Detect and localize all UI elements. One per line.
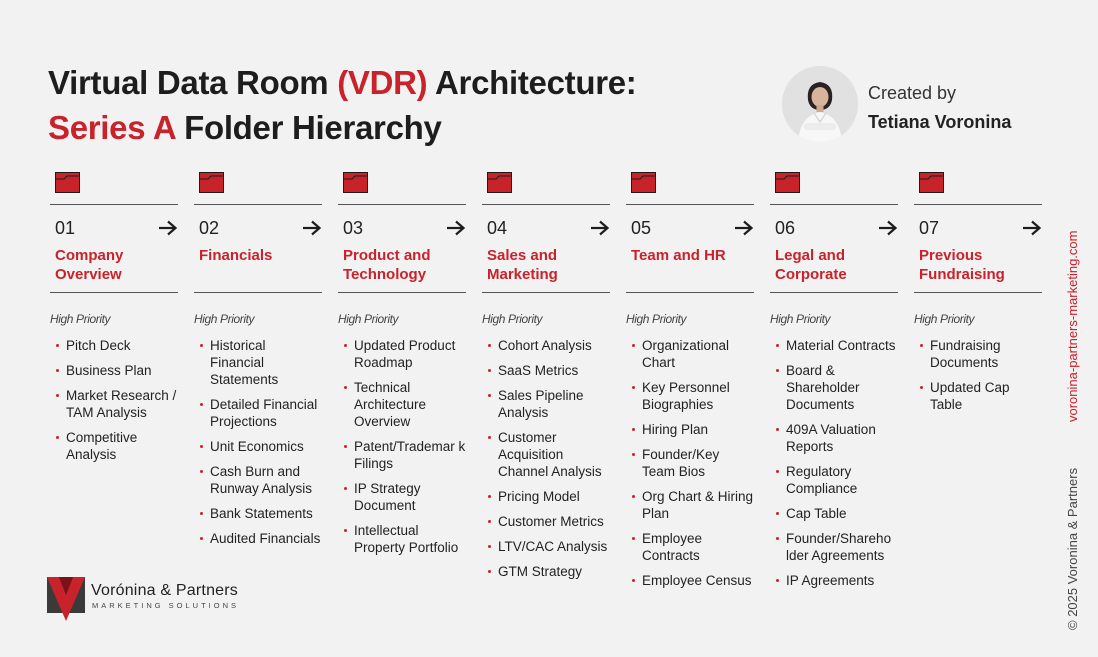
priority-label: High Priority [626, 312, 687, 326]
document-list [343, 337, 467, 564]
document-item: Audited Financials [199, 530, 323, 547]
logo-mark-icon [47, 577, 85, 621]
divider [338, 204, 466, 205]
arrow-right-icon [734, 220, 754, 236]
document-item: Fundraising Documents [919, 337, 1043, 371]
document-item: LTV/CAC Analysis [487, 538, 611, 555]
document-item: Cap Table [775, 505, 899, 522]
document-item: Bank Statements [199, 505, 323, 522]
document-item: Updated Cap Table [919, 379, 1043, 413]
folder-name: Sales and Marketing [487, 247, 558, 283]
document-item: Key Personnel Biographies [631, 379, 755, 413]
divider [914, 292, 1042, 293]
document-list [199, 337, 323, 555]
document-item: Regulatory Compliance [775, 463, 899, 497]
priority-label: High Priority [194, 312, 255, 326]
divider [770, 292, 898, 293]
document-item: Material Contracts [775, 337, 899, 354]
document-item: Pitch Deck [55, 337, 179, 354]
document-item: Organizational Chart [631, 337, 755, 371]
document-list [55, 337, 179, 471]
title-part: Architecture: [427, 64, 637, 101]
arrow-right-icon [1022, 220, 1042, 236]
folder-number: 05 [631, 218, 652, 238]
arrow-right-icon [590, 220, 610, 236]
logo-tagline: MARKETING SOLUTIONS [92, 601, 240, 610]
logo-name: Vorónina & Partners [91, 582, 238, 599]
document-item: Pricing Model [487, 488, 611, 505]
priority-label: High Priority [338, 312, 399, 326]
folder-icon [199, 172, 224, 193]
title-accent: (VDR) [337, 64, 428, 101]
document-item: Detailed Financial Projections [199, 396, 323, 430]
document-item: Cash Burn and Runway Analysis [199, 463, 323, 497]
folder-icon [631, 172, 656, 193]
divider [194, 204, 322, 205]
title-line-1 [48, 60, 637, 105]
document-item: Employee Census [631, 572, 755, 589]
document-item: Org Chart & Hiring Plan [631, 488, 755, 522]
arrow-right-icon [878, 220, 898, 236]
divider [50, 292, 178, 293]
document-item: Patent/Trademar k Filings [343, 438, 467, 472]
document-item: Customer Acquisition Channel Analysis [487, 429, 611, 480]
divider [626, 204, 754, 205]
folder-number: 01 [55, 218, 76, 238]
folder-name: Financials [199, 247, 273, 264]
folder-number: 04 [487, 218, 508, 238]
document-item: Sales Pipeline Analysis [487, 387, 611, 421]
document-item: Cohort Analysis [487, 337, 611, 354]
document-item: Board & Shareholder Documents [775, 362, 899, 413]
copyright-text: © 2025 Voronina & Partners [1065, 467, 1080, 630]
author-name: Tetiana Voronina [868, 112, 1012, 132]
divider [770, 204, 898, 205]
divider [194, 292, 322, 293]
folder-name: Company Overview [55, 247, 124, 283]
document-item: 409A Valuation Reports [775, 421, 899, 455]
document-list [775, 337, 899, 597]
document-item: Founder/Key Team Bios [631, 446, 755, 480]
document-item: Business Plan [55, 362, 179, 379]
document-item: Technical Architecture Overview [343, 379, 467, 430]
arrow-right-icon [158, 220, 178, 236]
priority-label: High Priority [914, 312, 975, 326]
document-item: Intellectual Property Portfolio [343, 522, 467, 556]
folder-number: 06 [775, 218, 796, 238]
folder-icon [919, 172, 944, 193]
folder-name: Previous Fundraising [919, 247, 1005, 283]
folder-number: 07 [919, 218, 940, 238]
divider [50, 204, 178, 205]
divider [482, 204, 610, 205]
author-block [782, 66, 1062, 144]
website-link[interactable]: voronina-partners-marketing.com [1065, 230, 1080, 422]
document-item: Unit Economics [199, 438, 323, 455]
priority-label: High Priority [482, 312, 543, 326]
document-list [631, 337, 755, 597]
divider [914, 204, 1042, 205]
folder-icon [343, 172, 368, 193]
title-line-2 [48, 105, 637, 150]
priority-label: High Priority [770, 312, 831, 326]
document-item: IP Strategy Document [343, 480, 467, 514]
document-list [919, 337, 1043, 421]
document-item: Employee Contracts [631, 530, 755, 564]
divider [338, 292, 466, 293]
folder-icon [55, 172, 80, 193]
folder-name: Team and HR [631, 247, 726, 264]
document-item: IP Agreements [775, 572, 899, 589]
folder-name: Product and Technology [343, 247, 431, 283]
company-logo [47, 577, 247, 623]
document-item: Competitive Analysis [55, 429, 179, 463]
avatar [782, 66, 858, 142]
document-list [487, 337, 611, 588]
title-accent: Series A [48, 109, 176, 146]
created-by-label: Created by [868, 83, 957, 103]
document-item: GTM Strategy [487, 563, 611, 580]
document-item: Customer Metrics [487, 513, 611, 530]
folder-number: 02 [199, 218, 220, 238]
document-item: Hiring Plan [631, 421, 755, 438]
page-title [48, 60, 637, 150]
folder-icon [487, 172, 512, 193]
title-part: Folder Hierarchy [175, 109, 442, 146]
document-item: Updated Product Roadmap [343, 337, 467, 371]
document-item: Historical Financial Statements [199, 337, 323, 388]
folder-name: Legal and Corporate [775, 247, 847, 283]
arrow-right-icon [446, 220, 466, 236]
arrow-right-icon [302, 220, 322, 236]
document-item: Founder/Shareho lder Agreements [775, 530, 899, 564]
title-part: Virtual Data Room [48, 64, 338, 101]
priority-label: High Priority [50, 312, 111, 326]
document-item: SaaS Metrics [487, 362, 611, 379]
divider [626, 292, 754, 293]
folder-number: 03 [343, 218, 364, 238]
folder-icon [775, 172, 800, 193]
document-item: Market Research / TAM Analysis [55, 387, 179, 421]
divider [482, 292, 610, 293]
